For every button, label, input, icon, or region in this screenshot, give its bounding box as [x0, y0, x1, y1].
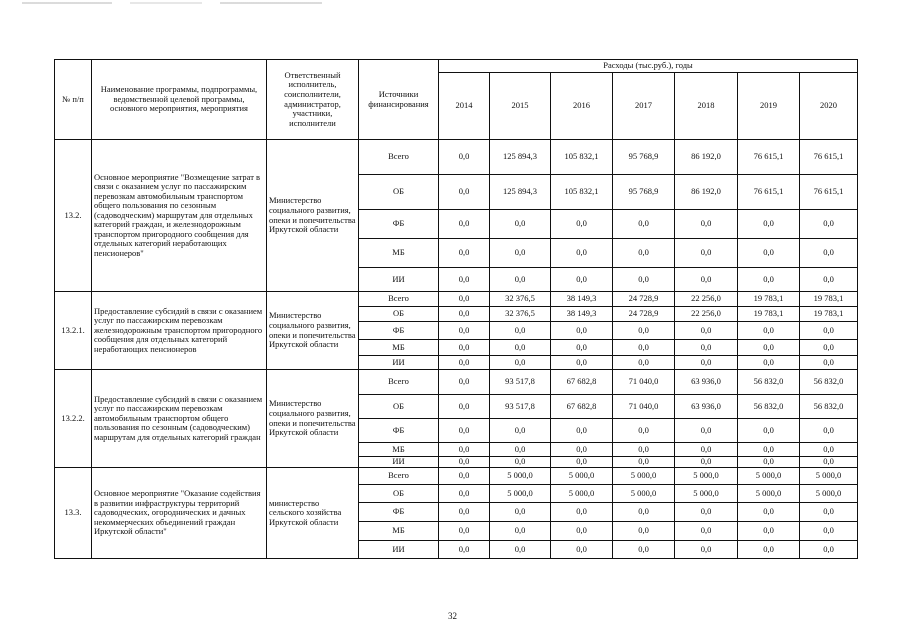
- expense-value: 0,0: [490, 356, 551, 370]
- funding-source: МБ: [359, 239, 439, 268]
- expense-value: 0,0: [439, 395, 490, 419]
- header-sources: Источники финансирования: [359, 60, 439, 140]
- expense-value: 0,0: [551, 210, 613, 239]
- expense-value: 0,0: [490, 443, 551, 457]
- expense-value: 0,0: [490, 503, 551, 522]
- expense-value: 0,0: [490, 522, 551, 541]
- expense-value: 0,0: [439, 503, 490, 522]
- expense-value: 0,0: [439, 307, 490, 322]
- expense-value: 105 832,1: [551, 140, 613, 175]
- expense-value: 0,0: [675, 443, 738, 457]
- expense-value: 0,0: [800, 268, 858, 292]
- item-name: Основное мероприятие "Оказание содействия в развитии инфраструктуры территорий садоводческих, огороднических и дачных некоммерческих объединений граждан Иркутской области": [92, 468, 267, 559]
- funding-source: ИИ: [359, 356, 439, 370]
- funding-source: ФБ: [359, 419, 439, 443]
- expense-value: 0,0: [439, 522, 490, 541]
- header-num: № п/п: [55, 60, 92, 140]
- header-responsible: Ответственный исполнитель, соисполнители, администратор, участники, исполнители: [267, 60, 359, 140]
- item-name: Предоставление субсидий в связи с оказанием услуг по пассажирским перевозкам железнодорожным транспортом пригородного сообщения для отдельных категорий неработающих пенсионеров: [92, 292, 267, 370]
- expense-value: 5 000,0: [490, 468, 551, 485]
- expense-value: 0,0: [490, 340, 551, 356]
- expense-value: 0,0: [490, 419, 551, 443]
- expense-value: 0,0: [551, 356, 613, 370]
- expense-value: 0,0: [800, 541, 858, 559]
- expense-value: 0,0: [490, 239, 551, 268]
- expense-value: 0,0: [800, 239, 858, 268]
- item-name: Предоставление субсидий в связи с оказанием услуг по пассажирским перевозкам автомобильным транспортом общего пользования по сезонным (садоводческим) маршрутам для отдельных категорий граждан: [92, 370, 267, 468]
- expense-value: 86 192,0: [675, 175, 738, 210]
- expense-value: 19 783,1: [738, 307, 800, 322]
- expense-value: 0,0: [551, 522, 613, 541]
- expense-value: 0,0: [800, 322, 858, 340]
- expense-value: 0,0: [613, 210, 675, 239]
- table-header: [55, 60, 858, 140]
- expense-value: 5 000,0: [551, 468, 613, 485]
- scan-artifact: [22, 2, 322, 4]
- expense-value: 71 040,0: [613, 370, 675, 395]
- budget-table-sheet: [54, 59, 858, 559]
- page-number: 32: [448, 611, 457, 621]
- expense-value: 32 376,5: [490, 307, 551, 322]
- expense-value: 0,0: [613, 457, 675, 468]
- expense-value: 0,0: [675, 356, 738, 370]
- expense-value: 0,0: [675, 210, 738, 239]
- table-row: [55, 468, 858, 485]
- expense-value: 24 728,9: [613, 307, 675, 322]
- expense-value: 0,0: [439, 541, 490, 559]
- expense-value: 0,0: [439, 340, 490, 356]
- header-year: 2016: [551, 73, 613, 140]
- expense-value: 5 000,0: [675, 485, 738, 503]
- funding-source: ИИ: [359, 541, 439, 559]
- expense-value: 24 728,9: [613, 292, 675, 307]
- expense-value: 71 040,0: [613, 395, 675, 419]
- expense-value: 0,0: [439, 370, 490, 395]
- expense-value: 5 000,0: [551, 485, 613, 503]
- expense-value: 67 682,8: [551, 370, 613, 395]
- expense-value: 0,0: [675, 541, 738, 559]
- item-responsible: Министерство социального развития, опеки и попечительства Иркутской области: [267, 370, 359, 468]
- expense-value: 0,0: [490, 210, 551, 239]
- expense-value: 0,0: [490, 322, 551, 340]
- expense-value: 0,0: [439, 468, 490, 485]
- funding-source: Всего: [359, 292, 439, 307]
- expense-value: 0,0: [738, 457, 800, 468]
- expense-value: 0,0: [738, 443, 800, 457]
- expense-value: 0,0: [800, 419, 858, 443]
- expense-value: 0,0: [675, 503, 738, 522]
- expense-value: 67 682,8: [551, 395, 613, 419]
- expense-value: 5 000,0: [800, 468, 858, 485]
- expense-value: 19 783,1: [800, 292, 858, 307]
- expense-value: 0,0: [439, 239, 490, 268]
- funding-source: ФБ: [359, 322, 439, 340]
- expense-value: 56 832,0: [738, 370, 800, 395]
- expense-value: 5 000,0: [613, 468, 675, 485]
- expense-value: 0,0: [490, 268, 551, 292]
- expense-value: 0,0: [551, 541, 613, 559]
- funding-source: Всего: [359, 370, 439, 395]
- expense-value: 22 256,0: [675, 292, 738, 307]
- funding-source: ИИ: [359, 457, 439, 468]
- expense-value: 0,0: [551, 340, 613, 356]
- expense-value: 0,0: [800, 503, 858, 522]
- expense-value: 0,0: [675, 268, 738, 292]
- expense-value: 93 517,8: [490, 370, 551, 395]
- expense-value: 63 936,0: [675, 370, 738, 395]
- expense-value: 0,0: [551, 443, 613, 457]
- expense-value: 0,0: [439, 443, 490, 457]
- expense-value: 76 615,1: [738, 140, 800, 175]
- expense-value: 125 894,3: [490, 140, 551, 175]
- funding-source: ФБ: [359, 503, 439, 522]
- header-year: 2015: [490, 73, 551, 140]
- expense-value: 5 000,0: [738, 485, 800, 503]
- expense-value: 0,0: [800, 457, 858, 468]
- expense-value: 0,0: [738, 239, 800, 268]
- table-row: [55, 140, 858, 175]
- item-code: 13.2.2.: [55, 370, 92, 468]
- expense-value: 0,0: [551, 268, 613, 292]
- funding-source: ОБ: [359, 307, 439, 322]
- expense-value: 0,0: [738, 340, 800, 356]
- funding-source: Всего: [359, 140, 439, 175]
- item-code: 13.2.1.: [55, 292, 92, 370]
- expense-value: 0,0: [675, 239, 738, 268]
- table-row: [55, 292, 858, 307]
- expense-value: 0,0: [800, 210, 858, 239]
- expense-value: 0,0: [490, 541, 551, 559]
- funding-source: Всего: [359, 468, 439, 485]
- expense-value: 5 000,0: [490, 485, 551, 503]
- table-body: [55, 140, 858, 559]
- funding-source: ОБ: [359, 395, 439, 419]
- item-responsible: министерство сельского хозяйства Иркутской области: [267, 468, 359, 559]
- expense-value: 0,0: [738, 541, 800, 559]
- header-year: 2014: [439, 73, 490, 140]
- funding-source: МБ: [359, 443, 439, 457]
- expense-value: 0,0: [613, 268, 675, 292]
- expense-value: 32 376,5: [490, 292, 551, 307]
- expense-value: 0,0: [551, 239, 613, 268]
- expense-value: 0,0: [439, 485, 490, 503]
- expense-value: 95 768,9: [613, 175, 675, 210]
- expense-value: 5 000,0: [613, 485, 675, 503]
- header-name: Наименование программы, подпрограммы, ведомственной целевой программы, основного мероприятия, мероприятия: [92, 60, 267, 140]
- header-expenses: Расходы (тыс.руб.), годы: [439, 60, 858, 73]
- expense-value: 0,0: [613, 239, 675, 268]
- expense-value: 0,0: [675, 340, 738, 356]
- funding-source: ОБ: [359, 175, 439, 210]
- expense-value: 0,0: [613, 503, 675, 522]
- expense-value: 19 783,1: [738, 292, 800, 307]
- header-year: 2018: [675, 73, 738, 140]
- expense-value: 0,0: [675, 457, 738, 468]
- expense-value: 0,0: [439, 140, 490, 175]
- funding-source: ФБ: [359, 210, 439, 239]
- funding-source: МБ: [359, 340, 439, 356]
- expense-value: 63 936,0: [675, 395, 738, 419]
- header-year: 2017: [613, 73, 675, 140]
- expense-value: 38 149,3: [551, 307, 613, 322]
- expense-value: 0,0: [613, 522, 675, 541]
- expense-value: 0,0: [738, 322, 800, 340]
- expense-value: 0,0: [613, 340, 675, 356]
- header-year: 2019: [738, 73, 800, 140]
- expense-value: 0,0: [800, 356, 858, 370]
- expense-value: 0,0: [675, 419, 738, 443]
- expense-value: 0,0: [738, 210, 800, 239]
- expense-value: 56 832,0: [800, 370, 858, 395]
- expense-value: 0,0: [439, 457, 490, 468]
- expense-value: 0,0: [738, 503, 800, 522]
- expense-value: 56 832,0: [738, 395, 800, 419]
- expense-value: 95 768,9: [613, 140, 675, 175]
- item-name: Основное мероприятие "Возмещение затрат в связи с оказанием услуг по пассажирским перевозкам автомобильным транспортом общего пользования по сезонным (садоводческим) маршрутам для отдельных категорий граждан, и железнодорожным транспортом пригородного сообщения для отдельных категорий неработающих пенсионеров": [92, 140, 267, 292]
- expense-value: 0,0: [738, 268, 800, 292]
- expense-value: 0,0: [439, 268, 490, 292]
- funding-source: ИИ: [359, 268, 439, 292]
- expense-value: 0,0: [738, 419, 800, 443]
- item-code: 13.3.: [55, 468, 92, 559]
- expense-value: 0,0: [439, 210, 490, 239]
- expense-value: 105 832,1: [551, 175, 613, 210]
- expense-value: 0,0: [551, 322, 613, 340]
- expense-value: 0,0: [439, 356, 490, 370]
- expense-value: 93 517,8: [490, 395, 551, 419]
- item-code: 13.2.: [55, 140, 92, 292]
- funding-source: ОБ: [359, 485, 439, 503]
- expense-value: 0,0: [551, 457, 613, 468]
- expense-value: 5 000,0: [738, 468, 800, 485]
- expense-value: 5 000,0: [675, 468, 738, 485]
- expense-value: 38 149,3: [551, 292, 613, 307]
- expense-value: 0,0: [613, 322, 675, 340]
- expense-value: 0,0: [439, 419, 490, 443]
- expense-value: 0,0: [439, 322, 490, 340]
- expense-value: 76 615,1: [800, 175, 858, 210]
- expense-value: 0,0: [613, 443, 675, 457]
- expense-value: 125 894,3: [490, 175, 551, 210]
- expense-value: 0,0: [613, 419, 675, 443]
- expense-value: 5 000,0: [800, 485, 858, 503]
- expense-value: 0,0: [800, 443, 858, 457]
- table-row: [55, 370, 858, 395]
- expense-value: 0,0: [439, 292, 490, 307]
- expense-value: 76 615,1: [738, 175, 800, 210]
- item-responsible: Министерство социального развития, опеки и попечительства Иркутской области: [267, 140, 359, 292]
- expense-value: 76 615,1: [800, 140, 858, 175]
- header-year: 2020: [800, 73, 858, 140]
- expense-value: 0,0: [675, 522, 738, 541]
- expense-value: 0,0: [613, 541, 675, 559]
- expense-value: 0,0: [439, 175, 490, 210]
- expense-value: 0,0: [613, 356, 675, 370]
- expense-value: 56 832,0: [800, 395, 858, 419]
- expense-value: 19 783,1: [800, 307, 858, 322]
- expense-value: 0,0: [800, 340, 858, 356]
- expense-value: 86 192,0: [675, 140, 738, 175]
- expense-value: 0,0: [800, 522, 858, 541]
- expense-value: 0,0: [738, 356, 800, 370]
- expense-value: 0,0: [551, 419, 613, 443]
- funding-source: МБ: [359, 522, 439, 541]
- expense-value: 22 256,0: [675, 307, 738, 322]
- expense-value: 0,0: [738, 522, 800, 541]
- budget-table: [54, 59, 858, 559]
- expense-value: 0,0: [675, 322, 738, 340]
- item-responsible: Министерство социального развития, опеки и попечительства Иркутской области: [267, 292, 359, 370]
- expense-value: 0,0: [490, 457, 551, 468]
- expense-value: 0,0: [551, 503, 613, 522]
